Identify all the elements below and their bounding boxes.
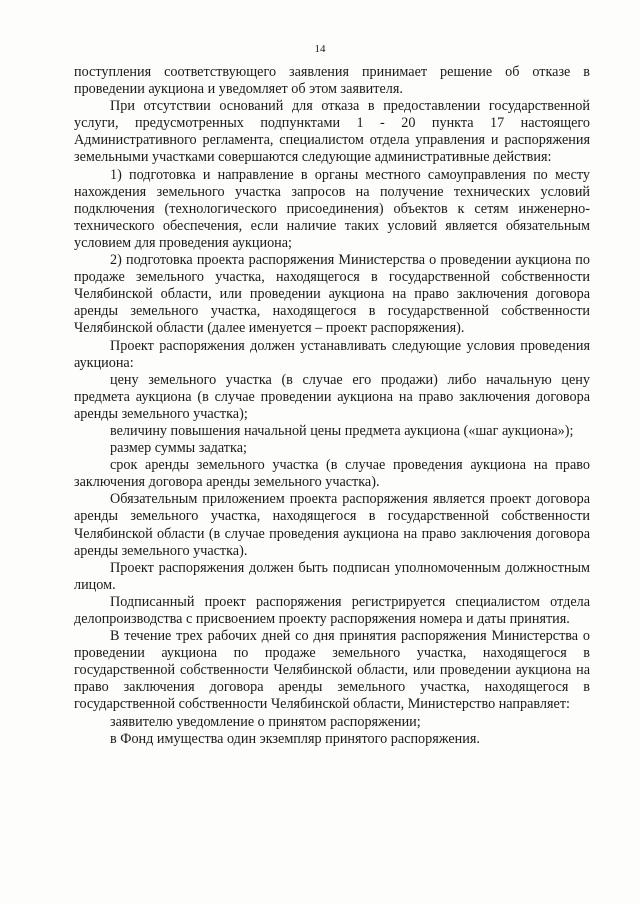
- page-number: 14: [314, 43, 326, 55]
- paragraph-9: срок аренды земельного участка (в случае проведения аукциона на право заключения договора аренды земельного участка).: [74, 457, 590, 491]
- paragraph-5: Проект распоряжения должен устанавливать следующие условия проведения аукциона:: [74, 337, 590, 371]
- paragraph-11: Проект распоряжения должен быть подписан уполномоченным должностным лицом.: [74, 559, 590, 593]
- paragraph-2: При отсутствии оснований для отказа в предоставлении государственной услуги, предусмотренных подпунктами 1 - 20 пункта 17 настоящего Административного регламента, специалистом отдела управления и распоряжения земельными участками совершаются следующие административные действия:: [74, 98, 590, 166]
- document-body: [74, 64, 590, 748]
- paragraph-7: величину повышения начальной цены предмета аукциона («шаг аукциона»);: [110, 422, 574, 439]
- paragraph-15: в Фонд имущества один экземпляр принятого распоряжения.: [110, 730, 480, 747]
- paragraph-8: размер суммы задатка;: [110, 440, 247, 457]
- paragraph-4: 2) подготовка проекта распоряжения Министерства о проведении аукциона по продаже земельного участка, находящегося в государственной собственности Челябинской области, или проведении аукциона на право заключения договора аренды земельного участка, находящегося в государственной собственности Челябинской области (далее именуется – проект распоряжения).: [74, 252, 590, 337]
- paragraph-12: Подписанный проект распоряжения регистрируется специалистом отдела делопроизводства с присвоением проекту распоряжения номера и даты принятия.: [74, 593, 590, 627]
- paragraph-6: цену земельного участка (в случае его продажи) либо начальную цену предмета аукциона (в случае проведении аукциона на право заключения договора аренды земельного участка);: [74, 371, 590, 422]
- paragraph-1: поступления соответствующего заявления принимает решение об отказе в проведении аукциона и уведомляет об этом заявителя.: [74, 64, 590, 98]
- paragraph-10: Обязательным приложением проекта распоряжения является проект договора аренды земельного участка, находящегося в государственной собственности Челябинской области (в случае проведения аукциона на право заключения договора аренды земельного участка).: [74, 491, 590, 559]
- paragraph-14: заявителю уведомление о принятом распоряжении;: [110, 713, 421, 730]
- paragraph-3: 1) подготовка и направление в органы местного самоуправления по месту нахождения земельного участка запросов на получение технических условий подключения (технологического присоединения) объектов к сетям инженерно-технического обеспечения, если наличие таких условий является обязательным условием для проведения аукциона;: [74, 166, 590, 251]
- paragraph-13: В течение трех рабочих дней со дня принятия распоряжения Министерства о проведении аукциона по продаже земельного участка, находящегося в государственной собственности Челябинской области, или проведении аукциона на право заключения договора аренды земельного участка, находящегося в государственной собственности Челябинской области, Министерство направляет:: [74, 628, 590, 713]
